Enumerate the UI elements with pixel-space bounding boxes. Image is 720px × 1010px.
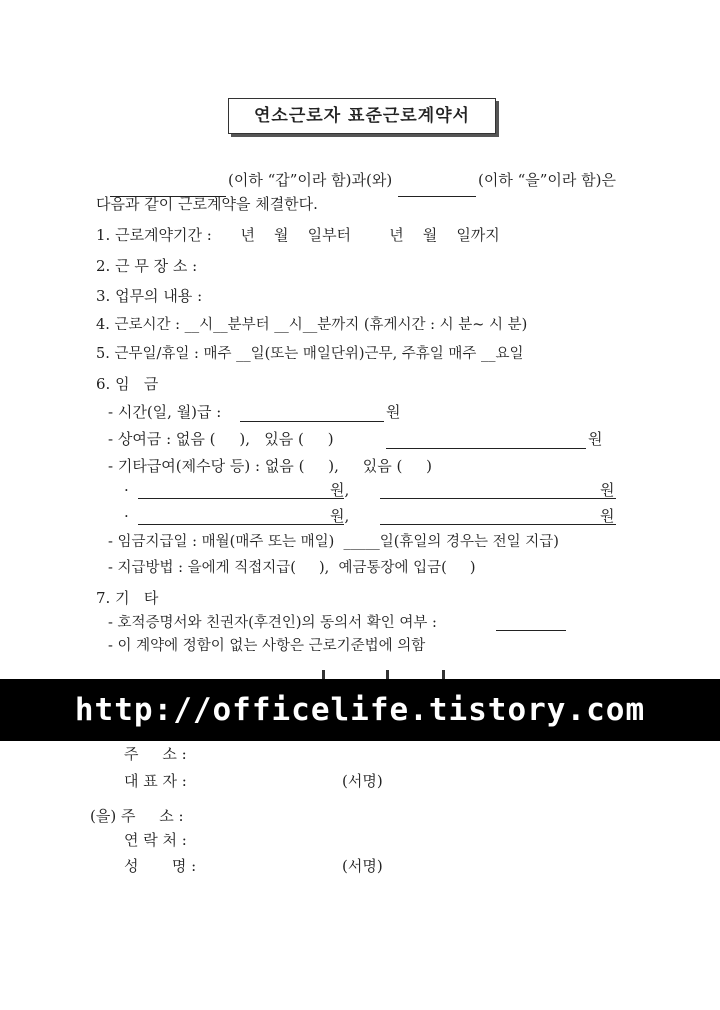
employee-contact: 연 락 처 : bbox=[124, 831, 187, 849]
wage-hourly-unit: 원 bbox=[386, 403, 401, 421]
item-job-description: 3. 업무의 내용 : bbox=[96, 287, 203, 305]
allowance-bullet-2: · bbox=[124, 507, 129, 525]
employee-signature: (서명) bbox=[342, 857, 383, 875]
wage-bonus-blank bbox=[386, 448, 586, 449]
pay-day: - 임금지급일 : 매월(매주 또는 매일) _____일(휴일의 경우는 전일 지급) bbox=[108, 534, 559, 550]
allowance-blank-2b bbox=[380, 524, 616, 525]
allowance-blank-1b bbox=[380, 498, 616, 499]
wage-bonus-unit: 원 bbox=[588, 430, 603, 448]
employer-representative: 대 표 자 : bbox=[124, 772, 187, 790]
date-glyph-fragment bbox=[436, 670, 450, 679]
document-title: 연소근로자 표준근로계약서 bbox=[228, 98, 496, 134]
consent-blank bbox=[496, 630, 566, 631]
intro-line-2: 다음과 같이 근로계약을 체결한다. bbox=[96, 195, 318, 213]
item-work-days: 5. 근무일/휴일 : 매주 __일(또는 매일단위)근무, 주휴일 매주 __요일 bbox=[96, 346, 524, 362]
wage-hourly-blank bbox=[240, 421, 384, 422]
allowance-blank-1a bbox=[138, 498, 344, 499]
allowance-unit-2b: 원 bbox=[600, 507, 615, 525]
watermark-url-banner: http://officelife.tistory.com bbox=[0, 679, 720, 741]
intro-party-b: (이하 “을”이라 함)은 bbox=[478, 171, 617, 189]
allowance-unit-1a: 원, bbox=[330, 481, 350, 499]
party-b-blank bbox=[398, 196, 476, 197]
allowance-unit-2a: 원, bbox=[330, 507, 350, 525]
wage-bonus: - 상여금 : 없음 ( ), 있음 ( ) bbox=[108, 430, 334, 448]
allowance-blank-2a bbox=[138, 524, 344, 525]
date-glyph-fragment bbox=[316, 670, 330, 679]
allowance-unit-1b: 원 bbox=[600, 481, 615, 499]
employee-address: (을) 주 소 : bbox=[90, 807, 184, 825]
employer-address: 주 소 : bbox=[124, 745, 187, 763]
item-wage-heading: 6. 임 금 bbox=[96, 375, 159, 393]
date-glyph-fragment bbox=[380, 670, 394, 679]
employer-signature: (서명) bbox=[342, 772, 383, 790]
allowance-bullet-1: · bbox=[124, 481, 129, 499]
intro-party-a: (이하 “갑”이라 함)과(와) bbox=[228, 171, 393, 189]
other-consent-check: - 호적증명서와 친권자(후견인)의 동의서 확인 여부 : bbox=[108, 615, 437, 631]
employee-name: 성 명 : bbox=[124, 857, 197, 875]
pay-method: - 지급방법 : 을에게 직접지급( ), 예금통장에 입금( ) bbox=[108, 560, 476, 576]
item-working-hours: 4. 근로시간 : __시__분부터 __시__분까지 (휴게시간 : 시 분~ 시 분) bbox=[96, 317, 528, 333]
other-labor-law: - 이 계약에 정함이 없는 사항은 근로기준법에 의함 bbox=[108, 638, 426, 654]
wage-allowance: - 기타급여(제수당 등) : 없음 ( ), 있음 ( ) bbox=[108, 457, 433, 475]
item-contract-period: 1. 근로계약기간 : 년 월 일부터 년 월 일까지 bbox=[96, 226, 500, 244]
item-other-heading: 7. 기 타 bbox=[96, 589, 159, 607]
item-workplace: 2. 근 무 장 소 : bbox=[96, 257, 198, 275]
wage-hourly: - 시간(일, 월)급 : bbox=[108, 403, 222, 421]
